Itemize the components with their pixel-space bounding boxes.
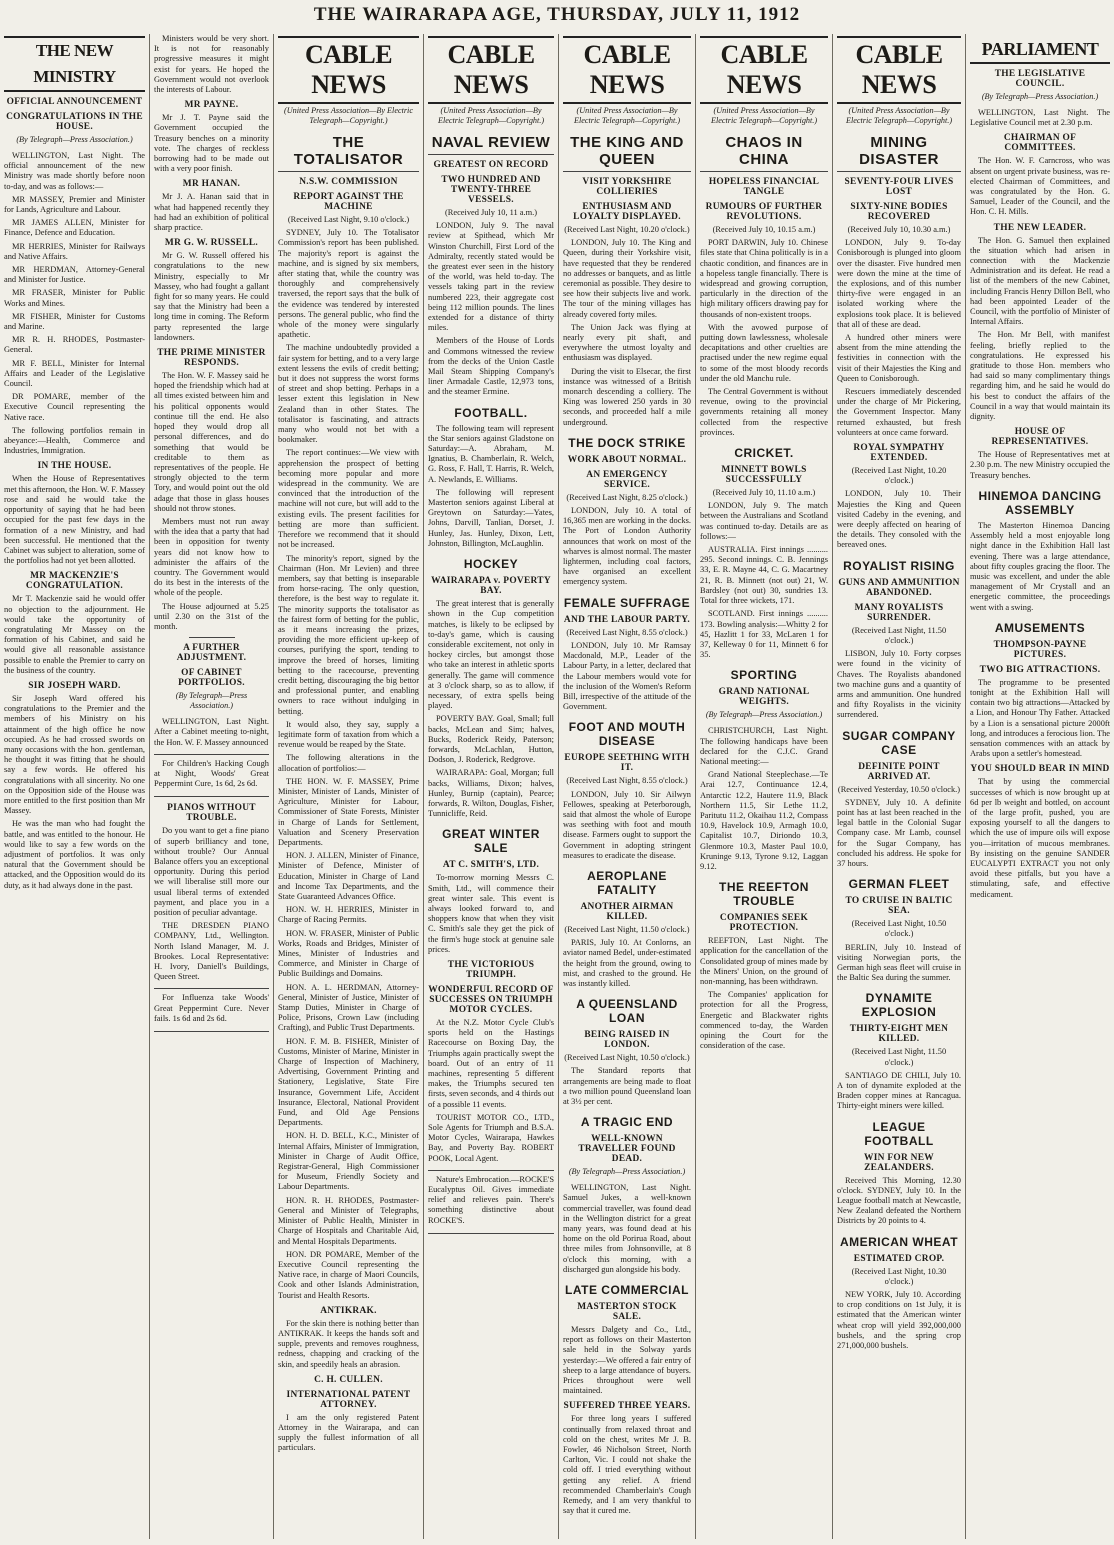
headline-foot-and-mouth: FOOT AND MOUTH DISEASE [568, 720, 686, 749]
column-parliament [966, 34, 1114, 1539]
subhead: AND THE LABOUR PARTY. [563, 614, 691, 625]
headline-winter-sale: GREAT WINTER SALE [442, 827, 540, 856]
subhead: COMPANIES SEEK PROTECTION. [719, 913, 809, 934]
subhead: HOPELESS FINANCIAL TANGLE [708, 177, 820, 197]
headline-hinemoa-dancing: HINEMOA DANCING ASSEMBLY [978, 488, 1102, 517]
subhead: IN THE HOUSE. [37, 461, 112, 472]
paragraph: Messrs Dalgety and Co., Ltd., report as follows on their Masterton sale held in the Solway yards yesterday:—We offered a fair entry of sheep to a large attendance of buyers. Prices throughout were well maintained. [563, 1325, 691, 1396]
paragraph: He was the man who had fought the battle, and was entitled to the honour. He would like to say a few words on the adjustment of portfolios. It was only natural that the Government should be attacked, and the Opposition would do its duty, as it had always done in the past. [4, 819, 145, 890]
paragraph: MR JAMES ALLEN, Minister for Finance, Defence and Education. [4, 218, 145, 238]
paragraph: That by using the commercial successes of which is now brought up at 6d per lb weight and bottled, on account of the large profit, pushed, you are exposing yourself to all the dangers to which the use of impure oils will expose you—irritation of mucous membranes. By insisting on the genuine SANDER EUCALYPTI EXTRACT you not only avoid these pitfalls, but you have a stimulating, safe, and effective medicament. [970, 777, 1110, 899]
paragraph: For the skin there is nothing better than ANTIKRAK. It keeps the hands soft and supple, prevents and removes roughness, redness, chapping and cracking of the skin, and speedily heals an abrasion. [278, 1318, 419, 1369]
paragraph: DR POMARE, member of the Executive Council representing the Native race. [4, 392, 145, 422]
paragraph: HON. W. H. HERRIES, Minister in Charge of Racing Permits. [278, 905, 419, 925]
subhead: WIN FOR NEW ZEALANDERS. [864, 1152, 934, 1173]
headline-parliament: PARLIAMENT [970, 36, 1110, 64]
paragraph: With the avowed purpose of putting down lawlessness, wholesale decapitations and other cruelties are practised under the new regime equal to some of the most bloody records under the old Manchu rule. [700, 322, 828, 383]
paragraph: The Companies' application for protection for all the Progress, Energetic and Blackwater rights commenced to-day, the Warden opining the Court for the consideration of the case. [700, 990, 828, 1051]
received-line: (Received July 10, 10.30 a.m.) [847, 225, 951, 234]
paragraph: HON. DR POMARE, Member of the Executive Council representing the Native race, in charge of Maori Councils, Cook and other Islands Administration, Tourist and Health Resorts. [278, 1249, 419, 1300]
subhead: INTERNATIONAL PATENT ATTORNEY. [286, 1389, 411, 1410]
paragraph: It would also, they say, supply a legitimate form of taxation from which a revenue would be reaped by the State. [278, 719, 419, 750]
subhead: REPORT AGAINST THE MACHINE [293, 192, 404, 212]
subhead: MR G. W. RUSSELL. [164, 238, 259, 249]
paragraph: Do you want to get a fine piano of superb brilliancy and tone, without trouble? Our Annual Balance offers you an exceptional opportunity. During this period we will liberalise still more our usual liberal terms of extended payment, and place you in a position of peculiar advantage. [154, 826, 269, 917]
ad-text: Nature's Embrocation.—ROCKE'S Eucalyptus Oil. Gives immediate relief and relieves pain. There's something distinctive about ROCKE'S. [428, 1174, 554, 1225]
ad-text: For Influenza take Woods' Great Peppermint Cure. Never fails. 1s 6d and 2s 6d. [154, 993, 269, 1023]
paragraph: MR FISHER, Minister for Customs and Marine. [4, 311, 145, 332]
credit-line: (By Telegraph—Press Association.) [16, 135, 133, 144]
headline-new-ministry: THE NEW MINISTRY [4, 36, 145, 92]
cable-news-banner: CABLE NEWS [700, 36, 828, 104]
headline-american-wheat: AMERICAN WHEAT [839, 1234, 959, 1249]
subhead: SEVENTY-FOUR LIVES LOST [844, 177, 954, 197]
paragraph: MR FRASER, Minister for Public Works and Mines. [4, 288, 145, 308]
paragraph: The Standard reports that arrangements are being made to float a two million pound Queensland loan at 3½ per cent. [563, 1066, 691, 1106]
subhead: MR PAYNE. [184, 100, 239, 111]
subhead: THE NEW LEADER. [993, 222, 1087, 233]
subhead: ANOTHER AIRMAN KILLED. [580, 901, 674, 922]
subhead: WONDERFUL RECORD OF SUCCESSES ON TRIUMPH MOTOR CYCLES. [428, 984, 554, 1015]
paragraph: During the visit to Elsecar, the first instance was witnessed of a British monarch descending a colliery. The King was lowered 250 yards in 30 seconds, and proceeded half a mile underground. [563, 366, 691, 427]
headline-naval-review: NAVAL REVIEW [428, 134, 554, 155]
paragraph: MR HERDMAN, Attorney-General and Minister for Justice. [4, 265, 145, 285]
paragraph: HON. F. M. B. FISHER, Minister of Customs, Minister of Marine, Minister in Charge of Inspection of Machinery, Advertising, Government Printing and Stationery, Legislative, State Fire Insurance, Government Life, Accident Insurance, Electoral, National Provident Fund, and Old Age Pensions Departments. [278, 1036, 419, 1128]
paragraph: The great interest that is generally shown in the Cup competition matches, is likely to be eclipsed by to-day's game, which is causing considerable excitement, not only in hockey circles, but amongst those who take an interest in athletic sports generally. The game will commence at 3 o'clock sharp, so as to allow, if necessary, of extra spells being played. [428, 599, 554, 711]
paragraph: PORT DARWIN, July 10. Chinese files state that China politically is in a chaotic condition, and finances are in a hopeless tangle financially. There is widespread and growing corruption, particularly in the direction of the high military officers drawing pay for thousands of non-existent troops. [700, 238, 828, 319]
subhead-congratulations: CONGRATULATIONS IN THE HOUSE. [6, 112, 143, 132]
subhead: YOU SHOULD BEAR IN MIND [970, 764, 1110, 775]
paragraph: The machine undoubtedly provided a fair system for betting, and to a very large extent lessens the evils of credit betting; but it does not suppress the worst forms of street and shop betting. Perhaps in a lesser extent this legislation in New Zealand than in other States. The totalisator is fascinating, and attracts many who would not bet with a bookmaker. [278, 343, 419, 445]
subhead: THE LEGISLATIVE COUNCIL. [994, 69, 1086, 89]
received-line: (Received Last Night, 8.25 o'clock.) [566, 492, 688, 502]
subhead: MR HANAN. [182, 179, 241, 190]
paragraph: HON. A. L. HERDMAN, Attorney-General, Minister of Justice, Minister of Stamp Duties, Minister in Charge of Police, Prisons, Crown Law (including Crafting), and Public Trust Departments. [278, 982, 419, 1033]
subhead: TWO HUNDRED AND TWENTY-THREE VESSELS. [441, 175, 541, 205]
subhead: C. H. CULLEN. [314, 1374, 383, 1385]
subhead: TO CRUISE IN BALTIC SEA. [845, 896, 953, 917]
received-line: (Received July 10, 11.10 a.m.) [712, 488, 816, 498]
subhead: ESTIMATED CROP. [853, 1253, 945, 1264]
paragraph: TOURIST MOTOR CO., LTD., Sole Agents for Triumph and B.S.A. Motor Cycles, Wairarapa, Hawkes Bay, and Poverty Bay. ROBERT POOK, Local Agent. [428, 1112, 554, 1163]
cable-news-banner: CABLE NEWS [278, 36, 419, 104]
paragraph: The Masterton Hinemoa Dancing Assembly held a most enjoyable long night dance in the Exhibition Hall last evening. There was a large attendance, about fifty couples gracing the floor. The music was excellent, and under the able management of Mr Crystall and an energetic committee, the proceedings went with a swing. [970, 520, 1110, 612]
subhead: PIANOS WITHOUT TROUBLE. [167, 803, 256, 824]
paragraph: The following team will represent the Star seniors against Gladstone on Saturday:—A. Abraham, M. Ignatius, B. Chamberlain, R. Welch, G. Ross, F. Hall, T. Harris, R. Welch, A. Newlands, E. Williams. [428, 423, 554, 484]
paragraph: LONDON, July 9. The naval review at Spithead, which Mr Winston Churchill, First Lord of the Admiralty, recently stated would be the greatest ever seen in the history of the world, was held to-day. The vessels taking part in the review numbered 223, their aggregate cost being 112 million pounds. The lines extended for a distance of thirty miles. [428, 221, 554, 333]
headline-reefton-trouble: THE REEFTON TROUBLE [719, 880, 809, 909]
headline-dock-strike: THE DOCK STRIKE [568, 435, 686, 450]
paragraph: WELLINGTON, Last Night. Samuel Jukes, a well-known commercial traveller, was found dead in the Wellington district for a great many years, was found dead at his home on the old Porirua Road, about three miles from Johnsonville, at 8 o'clock this morning, with a discharged gun alongside his body. [563, 1183, 691, 1274]
subhead: TWO BIG ATTRACTIONS. [979, 664, 1101, 675]
received-line: (Received Last Night, 10.30 o'clock.) [851, 1266, 947, 1286]
paragraph: I am the only registered Patent Attorney in the Wairarapa, and can supply the fullest information of all particulars. [278, 1412, 419, 1453]
headline-royalist-rising: ROYALIST RISING [843, 558, 955, 573]
paragraph: HON. J. ALLEN, Minister of Finance, Minister of Defence, Minister of Education, Minister in Charge of Land and Income Tax Departments, and the State Guaranteed Advances Office. [278, 851, 419, 901]
paragraph: For three long years I suffered continually from relaxed throat and cold on the chest, writes Mr J. B. Fowler, 46 Nicholson Street, North Carlton, Vic. I could not shake the cold off. I tried everything without getting any relief. A friend recommended Chamberlain's Cough Remedy, and I am very thankful to say that it cured me. [563, 1414, 691, 1516]
paragraph: Members of the House of Lords and Commons witnessed the review from the decks of the Union Castle Mail Steam Shipping Company's liner Armadale Castle, 12,973 tons, and the steamer Ermine. [428, 336, 554, 397]
paragraph: Rescuers immediately descended under the charge of Mr Pickering, the Government Inspector. Many returned exhausted, but fresh volunteers at once came forward. [837, 387, 961, 437]
subhead: OF CABINET PORTFOLIOS. [178, 668, 245, 689]
headline-queensland-loan: A QUEENSLAND LOAN [576, 997, 678, 1026]
received-line: (Received Last Night, 11.50 o'clock.) [851, 1047, 947, 1067]
paragraph: MR HERRIES, Minister for Railways and Native Affairs. [4, 241, 145, 261]
paragraph: The Central Government is without revenue, owing to the provincial governments retaining all money collected from the respective provinces. [700, 387, 828, 437]
paragraph: Mr T. Mackenzie said he would offer no objection to the adjournment. He would take the opportunity of congratulating Mr Massey on the formation of his Cabinet, and said he would give all reasonable assistance possible to enable the Premier to carry on the business of the country. [4, 594, 145, 675]
received-line: (Received Last Night, 10.20 o'clock.) [564, 225, 690, 234]
headline-league-football: LEAGUE FOOTBALL [864, 1119, 934, 1148]
paragraph: LONDON, July 10. Their Majesties the King and Queen visited Cadeby in the evening, and were deeply affected on hearing of the details. They consoled with the bereaved ones. [837, 489, 961, 550]
received-line: (Received Last Night, 10.50 o'clock.) [851, 919, 947, 939]
paragraph: PARIS, July 10. At Conlorns, an aviator named Bedel, under-estimated the height from the ground, owing to mist, and crashed to the ground. He was instantly killed. [563, 938, 691, 988]
received-line: (Received Last Night, 10.20 o'clock.) [851, 466, 947, 486]
received-line: (Received Last Night, 9.10 o'clock.) [287, 215, 410, 224]
subhead: MINNETT BOWLS SUCCESSFULLY [721, 465, 807, 486]
divider [189, 637, 235, 638]
subhead: N.S.W. COMMISSION [299, 177, 398, 187]
paragraph: Mr J. T. Payne said the Government occupied the Treasury benches on a minority vote. The charges of reckless borrowing had to be made out with a very poor finish. [154, 113, 269, 174]
masthead: THE WAIRARAPA AGE, THURSDAY, JULY 11, 1912 [313, 4, 801, 25]
paragraph: Members must not run away with the idea that a party that had been in opposition for twenty years did not know how to administer the affairs of the country. The Government would do its best in the interests of the whole of the people. [154, 516, 269, 598]
subhead: WORK ABOUT NORMAL. [567, 454, 687, 465]
subhead: GRAND NATIONAL WEIGHTS. [718, 687, 810, 708]
credit-line: (By Telegraph—Press Association.) [568, 1167, 686, 1177]
headline-aeroplane-fatality: AEROPLANE FATALITY [587, 868, 667, 897]
headline-german-fleet: GERMAN FLEET [848, 877, 950, 892]
headline-hockey: HOCKEY [463, 557, 519, 572]
credit-line: (By Telegraph—Press Association.) [981, 92, 1099, 101]
paragraph: WELLINGTON, Last Night. The official announcement of the new Ministry was made shortly before noon to-day, and was as follows:— [4, 151, 145, 191]
paragraph: When the House of Representatives met this afternoon, the Hon. W. F. Massey rose and said he would take the opportunity of saying that he had been occupied for the past few days in the formation of a new Ministry, and had been successful. He mentioned that the Cabinet was subject to alteration, some of the portfolios had not yet been allotted. [4, 474, 145, 566]
subhead: WAIRARAPA v. POVERTY BAY. [431, 576, 551, 597]
headline-dynamite-explosion: DYNAMITE EXPLOSION [861, 991, 937, 1020]
credit-line: (United Press Association—By Electric Telegraph—Copyright.) [710, 106, 818, 125]
headline-king-and-queen: THE KING AND QUEEN [563, 134, 691, 172]
subhead: EUROPE SEETHING WITH IT. [564, 753, 690, 774]
paragraph: The following alterations in the allocation of portfolios:— [278, 753, 419, 773]
subhead: HOUSE OF REPRESENTATIVES. [991, 427, 1089, 448]
paragraph: LONDON, July 10. The King and Queen, during their Yorkshire visit, have requested that they be rendered no addresses or banquets, and as little ceremonial as possible. They desire to see how their subjects live and work. The tour of the mining villages has already covered forty miles. [563, 238, 691, 319]
paragraph: At the N.Z. Motor Cycle Club's sports held on the Hastings Racecourse on Boxing Day, the Triumphs again practically swept the board. Out of an entry of 11 machines, representing 5 different makes, the Triumphs secured ten firsts, seven seconds, and 4 thirds out of a possible 11 events. [428, 1017, 554, 1109]
subhead: RUMOURS OF FURTHER REVOLUTIONS. [705, 202, 823, 222]
subhead: DEFINITE POINT ARRIVED AT. [858, 761, 940, 782]
subhead: GUNS AND AMMUNITION ABANDONED. [838, 577, 960, 598]
headline-tragic-end: A TRAGIC END [580, 1115, 674, 1130]
received-line: (Received Last Night, 8.55 o'clock.) [566, 627, 688, 637]
paragraph: HON. W. FRASER, Minister of Public Works, Roads and Bridges, Minister of Mines, Minister of Industries and Commerce, and Minister in Charge of Public Buildings and Domains. [278, 928, 419, 979]
received-line: (Received July 10, 11 a.m.) [444, 208, 538, 217]
paragraph: Received This Morning, 12.30 o'clock. SYDNEY, July 10. In the League football match at Newcastle, New Zealand defeated the Northern Districts by 20 points to 4. [837, 1175, 961, 1226]
column-chaos-in-china [696, 34, 833, 1539]
received-line: (Received Yesterday, 10.50 o'clock.) [837, 784, 961, 794]
paragraph: MR R. H. RHODES, Postmaster-General. [4, 335, 145, 355]
received-line: (Received July 10, 10.15 a.m.) [712, 225, 816, 234]
subhead: SIXTY-NINE BODIES RECOVERED [850, 202, 948, 222]
column-king-and-queen [559, 34, 696, 1539]
subhead: VISIT YORKSHIRE COLLIERIES [582, 177, 672, 197]
received-line: (Received Last Night, 11.50 o'clock.) [851, 625, 947, 645]
paragraph: NEW YORK, July 10. According to crop conditions on 1st July, it is estimated that the American winter wheat crop will yield 392,000,000 bushels, and the spring crop 271,000,000 bushels. [837, 1290, 961, 1351]
paragraph: To-morrow morning Messrs C. Smith, Ltd., will commence their great winter sale. This event is always looked forward to, and shoppers know that when they visit C. Smith's sale they get the pick of the firm's huge stock at genuine sale prices. [428, 873, 554, 954]
subhead: THE VICTORIOUS TRIUMPH. [447, 959, 535, 980]
column-new-ministry [0, 34, 150, 1539]
subhead: ANTIKRAK. [320, 1305, 377, 1316]
paragraph: LONDON, July 10. Sir Ailwyn Fellowes, speaking at Peterborough, said that almost the whole of Europe was seething with foot and mouth disease. Farmers ought to support the Government in adopting stringent measures to eradicate the disease. [563, 789, 691, 860]
subhead: ENTHUSIASM AND LOYALTY DISPLAYED. [573, 202, 681, 222]
column-totalisator [274, 34, 424, 1539]
paragraph: The minority's report, signed by the Chairman (Hon. Mr Levien) and three members, say that betting is inseparable from horse-racing. The only question, therefore, is the best way to regulate it. The minority supports the totalisator as the fairest form of betting for the public, as it means increasing the prizes, providing the more efficient up-keep of courses, purifying the sport, tending to improve the breed of horses, limiting betting to the racecourse, preventing credit betting, discouraging the big bettor and professional punter, and enabling owners to race without indulging in betting. [278, 553, 419, 716]
cable-news-banner: CABLE NEWS [428, 36, 554, 104]
credit-line: (United Press Association—By Electric Telegraph—Copyright.) [437, 106, 545, 125]
advertisement [154, 988, 269, 1032]
column-mining-disaster [833, 34, 966, 1539]
headline-mining-disaster: MINING DISASTER [837, 134, 961, 172]
paragraph: SYDNEY, July 10. The Totalisator Commission's report has been published. The majority's report is against the machine, and is signed by six members, after stating that, while the country was thoroughly and comprehensively traversed, the report says that the bulk of the evidence was tendered by interested persons. The general public, who find the whole of the money were singularly apathetic. [278, 228, 419, 340]
paragraph: The following portfolios remain in abeyance:—Health, Commerce and Industries, Immigration. [4, 425, 145, 456]
paragraph: LONDON, July 9. The match between the Australians and Scotland was continued to-day. Details are as follows:— [700, 501, 828, 541]
paragraph: The Union Jack was flying at nearly every pit shaft, and everywhere the utmost loyalty and enthusiasm was displayed. [563, 322, 691, 363]
credit-line: (United Press Association—By Electric Telegraph—Copyright.) [845, 106, 953, 125]
advertisement [154, 754, 269, 798]
subhead: THOMPSON-PAYNE PICTURES. [993, 639, 1087, 660]
credit-line: (By Telegraph—Press Association.) [705, 710, 823, 720]
subhead: A FURTHER ADJUSTMENT. [176, 643, 247, 664]
credit-line: (United Press Association—By Electric Telegraph—Copyright.) [284, 106, 413, 125]
headline-totalisator: THE TOTALISATOR [278, 134, 419, 172]
subhead: BEING RAISED IN LONDON. [584, 1030, 670, 1051]
paragraph: LONDON, July 10. Mr Ramsay Macdonald, M.P., Leader of the Labour Party, in a letter, declared that the Labour members would vote for the inclusion of the Women's Reform Bill, irrespective of the attitude of the Government. [563, 640, 691, 712]
column-ministry-continued [150, 34, 274, 1539]
subhead: AT C. SMITH'S, LTD. [442, 860, 540, 871]
received-line: (Received Last Night, 10.50 o'clock.) [564, 1053, 690, 1063]
headline-cricket: CRICKET. [734, 446, 794, 461]
paragraph: SCOTLAND. First innings .......... 173. Bowling analysis:—Whitty 2 for 45, Hazlitt 1 for 33, McLaren 1 for 37, Kelleway 0 for 11, Minnett 6 for 35. [700, 609, 828, 660]
cable-news-banner: CABLE NEWS [563, 36, 691, 104]
paragraph: SYDNEY, July 10. A definite point has at last been reached in the legal battle in the Colonial Sugar Company case. Mr Lamb, counsel for the Sugar Company, has concluded his address. He spoke for 37 hours. [837, 797, 961, 868]
paragraph: The report continues:—We view with apprehension the prospect of betting becoming more popular and more widespread in the community. We are convinced that the introduction of the machine will not cure, but will add to the existing evils. The present facilities for betting are more than sufficient. Therefore we recommend that it should not be increased. [278, 448, 419, 550]
subhead: THIRTY-EIGHT MEN KILLED. [849, 1024, 949, 1045]
paragraph: The Hon. W. F. Massey said he hoped the friendship which had at all times existed between him and his political opponents would continue till the end. He also hoped they would drop all personal differences, and do something that would be creditable to them as representatives of the people. He strongly objected to the term Tory, and would point out the old adage that those in glass houses should not throw stones. [154, 371, 269, 513]
paragraph: The following will represent Masterton seniors against Liberal at Greytown on Saturday:—Yates, Johns, Darvill, Tanlian, Dorset, J. Hunley, Jas. Hunley, Dixon, Lett, Johnston, Billington, McLaughlin. [428, 487, 554, 548]
paragraph: Mr G. W. Russell offered his congratulations to the new Ministry, especially to Mr Massey, who had fought a gallant fight for so many years. He could say that the Ministry had been a long time in coming. The Reform party represented the large landowners. [154, 251, 269, 342]
headline-sugar-company: SUGAR COMPANY CASE [842, 728, 956, 757]
paragraph: The Hon. Mr Bell, with manifest feeling, briefly replied to the congratulations. He expressed his gratitude to those Hon. members who had said so many complimentary things regarding him, and he said he would do his best to conduct the affairs of the Council in a way that would maintain its dignity. [970, 330, 1110, 422]
cable-news-banner: CABLE NEWS [837, 36, 961, 104]
paragraph: Mr J. A. Hanan said that in what had happened recently they had had an exhibition of political sharp practice. [154, 192, 269, 233]
headline-football: FOOTBALL. [454, 405, 528, 420]
paragraph: LONDON, July 9. To-day Conisborough is plunged into gloom over the disaster. Five hundred men were down the mine at the time of the explosions, and of this number thirty-five were engaged in an isolated working where the explosions took place. It is believed that all of these are dead. [837, 238, 961, 329]
subhead: AN EMERGENCY SERVICE. [586, 469, 668, 490]
paragraph: SANTIAGO DE CHILI, July 10. A ton of dynamite exploded at the Braden copper mines at Rancagua. Thirty-eight miners were killed. [837, 1070, 961, 1111]
paragraph: MR MASSEY, Premier and Minister for Lands, Agriculture and Labour. [4, 194, 145, 215]
paragraph: HON. R. H. RHODES, Postmaster-General and Minister of Telegraphs, Minister of Public Health, Minister in Charge of Hospitals and Charitable Aid, and Mental Hospitals Departments. [278, 1195, 419, 1246]
paragraph: A hundred other miners were absent from the mine attending the festivities in connection with the visit of their Majesties the King and Queen to Conisborough. [837, 333, 961, 383]
paragraph: The Hon. G. Samuel then explained the situation which had arisen in connection with the Mackenzie Administration and its defeat. He read a list of the members of the new Cabinet, including Francis Henry Dillon Bell, who had been appointed Leader of the Council, with the portfolio of Minister of Internal Affairs. [970, 235, 1110, 327]
paragraph: LONDON, July 10. A total of 16,365 men are working in the docks. The Port of London Authority announces that work on most of the wharves is almost normal. The master lightermen, including coal factors, have organised an excellent emergency system. [563, 506, 691, 587]
paragraph: HON. H. D. BELL, K.C., Minister of Internal Affairs, Minister of Immigration, Minister in Charge of Audit Office, Registrar-General, High Commissioner for Museum, Friendly Society and Labour Departments. [278, 1131, 419, 1192]
advertisement [428, 1170, 554, 1234]
paragraph: WELLINGTON, Last Night. After a Cabinet meeting to-night, the Hon. W. F. Massey announced [154, 717, 269, 747]
paragraph: THE DRESDEN PIANO COMPANY, Ltd., Wellington. North Island Manager, M. J. Brookes. Local Representative: H. Ivory, Daniell's Buildings, Queen Street. [154, 921, 269, 982]
paragraph: WAIRARAPA: Goal, Morgan; full backs, Williams, Dixon; halves, Hunley, Burnip (captain), Pearce; forwards, R. Wilton, Douglas, Fisher, Tunnicliffe, Reid. [428, 768, 554, 819]
headline-chaos-in-china: CHAOS IN CHINA [700, 134, 828, 172]
paragraph: Sir Joseph Ward offered his congratulations to the Premier and the members of his Ministry on his attainment of the high office he now occupied. As he had crossed swords on many occasions with the hon. gentleman, he thought it was fitting that he should say a few words. He offered his congratulations with all sincerity. No one on the Opposition side of the House was more entitled to the first position than Mr Massey. [4, 693, 145, 816]
paragraph: The programme to be presented tonight at the Exhibition Hall will contain two big attractions—Attacked by a Lion, and Honour Thy Father. Attacked by a Lion is a sensational picture 2000ft long, and introduces a ferocious lion. The sensation commences with an attack by Arabs upon a settler's homestead. [970, 677, 1110, 759]
subhead: SUFFERED THREE YEARS. [563, 1401, 691, 1412]
paragraph: REEFTON, Last Night. The application for the cancellation of the Consolidated group of mines made by the Miners' Union, on the ground of non-manning, has been withdrawn. [700, 936, 828, 986]
subhead: CHAIRMAN OF COMMITTEES. [1003, 133, 1077, 154]
paragraph: CHRISTCHURCH, Last Night. The following handicaps have been declared for the C.J.C. Grand National meeting:— [700, 726, 828, 766]
subhead: WELL-KNOWN TRAVELLER FOUND DEAD. [578, 1134, 676, 1165]
subhead: GREATEST ON RECORD [433, 160, 549, 170]
received-line: (Received Last Night, 11.50 o'clock.) [564, 924, 690, 934]
paragraph: POVERTY BAY. Goal, Small; full backs, McLean and Sim; halves, Bucks, Roderick Reidy, Paterson; forwards, McLachlan, Hutton, Dodson, J. Roderick, Redgrove. [428, 714, 554, 765]
paragraph: WELLINGTON, Last Night. The Legislative Council met at 2.30 p.m. [970, 108, 1110, 128]
headline-amusements: AMUSEMENTS [994, 620, 1086, 635]
subhead: ROYAL SYMPATHY EXTENDED. [853, 443, 945, 464]
received-line: (Received Last Night, 8.55 o'clock.) [566, 776, 688, 786]
headline-female-suffrage: FEMALE SUFFRAGE [563, 595, 691, 610]
credit-line: (By Telegraph—Press Association.) [175, 691, 248, 711]
credit-line: (United Press Association—By Electric Telegraph—Copyright.) [573, 106, 681, 125]
ad-text: For Children's Hacking Cough at Night, Woods' Great Peppermint Cure, 1s 6d, 2s 6d. [154, 758, 269, 789]
subhead: MASTERTON STOCK SALE. [577, 1302, 677, 1322]
paragraph: Ministers would be very short. It is not for reasonably progressive measures it might exist for years. He hoped the Government would not overlook the interests of Labour. [154, 34, 269, 95]
headline-sporting: SPORTING [730, 668, 798, 683]
subhead: MANY ROYALISTS SURRENDER. [854, 602, 944, 623]
subhead: SIR JOSEPH WARD. [28, 680, 121, 691]
paragraph: BERLIN, July 10. Instead of visiting Norwegian ports, the German high seas fleet will cruise in the Baltic Sea during the summer. [837, 942, 961, 983]
paragraph: The House of Representatives met at 2.30 p.m. The new Ministry occupied the Treasury benches. [970, 450, 1110, 480]
paragraph: AUSTRALIA. First innings .......... 295. Second innings. C. B. Jennings 33, E. R. Mayne 44, C. G. Macartney 21, R. B. Minnett (not out) 21, W. Bardsley (not out) 30, sundries 13. Total for three wickets, 171. [700, 545, 828, 606]
paragraph: LISBON, July 10. Forty corpses were found in the vicinity of Chaves. The Royalists abandoned two machine guns and a quantity of arms and ammunition. One hundred and fifty Royalists in the vicinity surrendered. [837, 649, 961, 720]
subhead-official: OFFICIAL ANNOUNCEMENT [6, 97, 143, 107]
paragraph: MR F. BELL, Minister for Internal Affairs and Leader of the Legislative Council. [4, 358, 145, 389]
subhead: MR MACKENZIE'S CONGRATULATION. [25, 571, 124, 592]
headline-late-commercial: LATE COMMERCIAL [565, 1283, 689, 1297]
paragraph: The House adjourned at 5.25 until 2.30 on the 31st of the month. [154, 601, 269, 631]
subhead: THE PRIME MINISTER RESPONDS. [157, 348, 266, 369]
column-naval-review [424, 34, 559, 1539]
paragraph: Grand National Steeplechase.—Te Arai 12.7, Continuance 12.4, Antarctic 12.2, Hautere 11.9, Black Northern 11.5, Sir Lethe 11.2, Paritutu 11.2, Okaihau 11.2, Compass 10.9, Havelock 10.9, Armagh 10.0, Capitalist 10.7, Diriondo 10.3, Glenmore 10.3, Master Paul 10.0, Kruninge 9.13, Tyrone 9.12, Laggan 9.12. [700, 770, 828, 871]
paragraph: The Hon. W. F. Carncross, who was absent on urgent private business, was re-elected Chairman of Committees, and was congratulated by the Hon. G. Samuel, Leader of the Council, and the Hon. C. H. Mills. [970, 156, 1110, 217]
paragraph: THE HON. W. F. MASSEY, Prime Minister, Minister of Lands, Minister of Agriculture, Minister for Labour, Commissioner of State Forests, Minister in Charge of Lands for Settlement, Valuation and Scenery Preservation Departments. [278, 776, 419, 847]
